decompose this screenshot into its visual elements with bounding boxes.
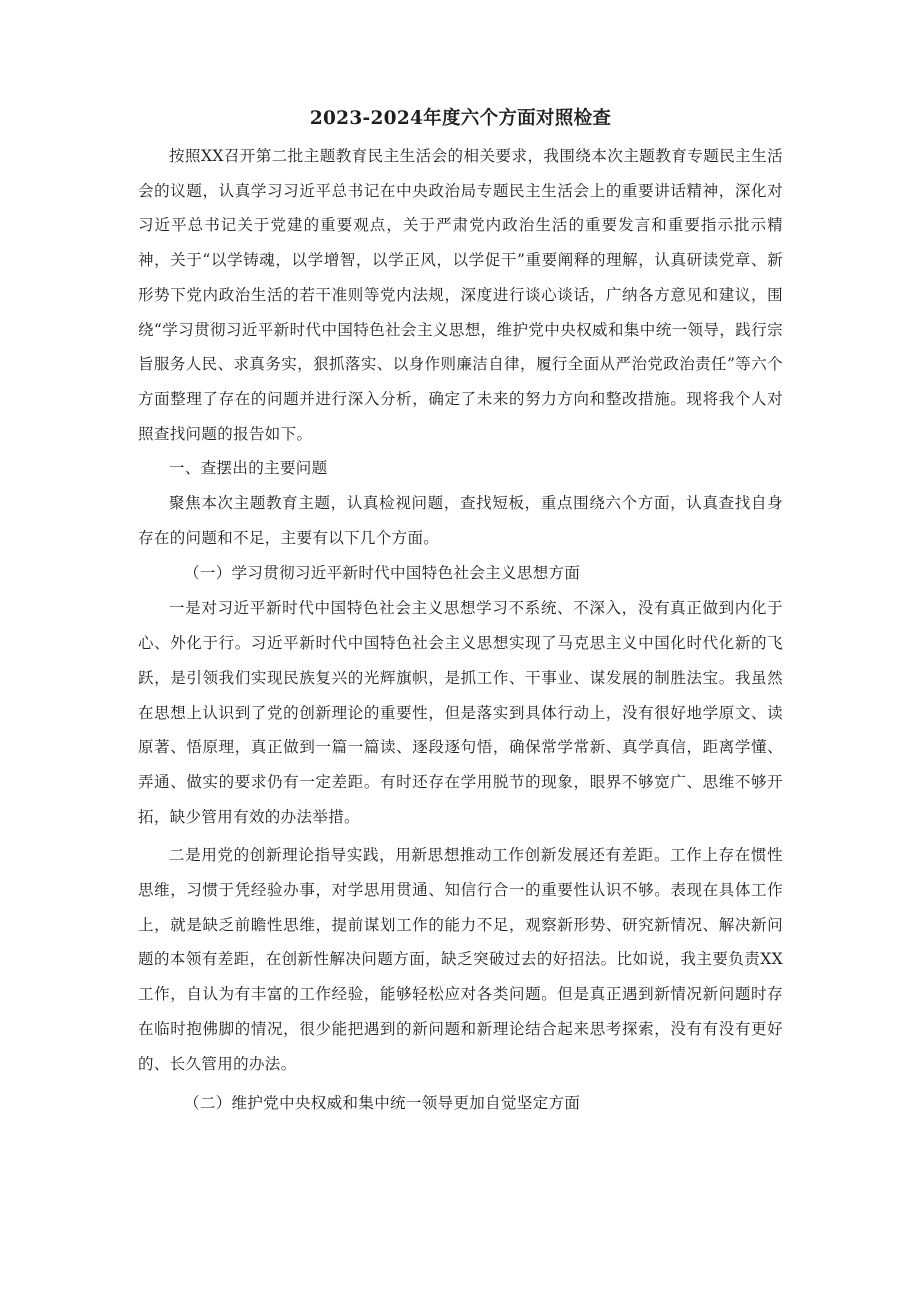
body-paragraph-study-1: 一是对习近平新时代中国特色社会主义思想学习不系统、不深入，没有真正做到内化于心、外化于行。习近平新时代中国特色社会主义思想实现了马克思主义中国化时代化新的飞跃，是引领我们实现民族复兴的光辉旗帜，是抓工作、干事业、谋发展的制胜法宝。我虽然在思想上认识到了党的创新理论的重要性，但是落实到具体行动上，没有很好地学原文、读原著、悟原理，真正做到一篇一篇读、逐段逐句悟，确保常学常新、真学真信，距离学懂、弄通、做实的要求仍有一定差距。有时还存在学用脱节的现象，眼界不够宽广、思维不够开拓，缺少管用有效的办法举措。 bbox=[138, 599, 783, 826]
document-page bbox=[138, 101, 783, 1121]
section-intro-paragraph: 聚焦本次主题教育主题，认真检视问题，查找短板，重点围绕六个方面，认真查找自身存在的问题和不足，主要有以下几个方面。 bbox=[138, 494, 783, 547]
section-heading-problems: 一、查摆出的主要问题 bbox=[169, 459, 328, 478]
document-title: 2023-2024年度六个方面对照检查 bbox=[309, 108, 612, 129]
subsection-heading-study: （一）学习贯彻习近平新时代中国特色社会主义思想方面 bbox=[184, 564, 581, 583]
body-paragraph-study-2: 二是用党的创新理论指导实践，用新思想推动工作创新发展还有差距。工作上存在惯性思维，习惯于凭经验办事，对学思用贯通、知信行合一的重要性认识不够。表现在具体工作上，就是缺乏前瞻性思维，提前谋划工作的能力不足，观察新形势、研究新情况、解决新问题的本领有差距，在创新性解决问题方面，缺乏突破过去的好招法。比如说，我主要负责XX工作，自认为有丰富的工作经验，能够轻松应对各类问题。但是真正遇到新情况新问题时存在临时抱佛脚的情况，很少能把遇到的新问题和新理论结合起来思考探索，没有有没有更好的、长久管用的办法。 bbox=[138, 846, 783, 1073]
subsection-heading-leadership: （二）维护党中央权威和集中统一领导更加自觉坚定方面 bbox=[184, 1094, 581, 1113]
intro-paragraph: 按照XX召开第二批主题教育民主生活会的相关要求，我围绕本次主题教育专题民主生活会的议题，认真学习习近平总书记在中央政治局专题民主生活会上的重要讲话精神，深化对习近平总书记关于党建的重要观点，关于严肃党内政治生活的重要发言和重要指示批示精神，关于“以学铸魂，以学增智，以学正风，以学促干”重要阐释的理解，认真研读党章、新形势下党内政治生活的若干准则等党内法规，深度进行谈心谈话，广纳各方意见和建议，围绕“学习贯彻习近平新时代中国特色社会主义思想，维护党中央权威和集中统一领导，践行宗旨服务人民、求真务实，狠抓落实、以身作则廉洁自律，履行全面从严治党政治责任”等六个方面整理了存在的问题并进行深入分析，确定了未来的努力方向和整改措施。现将我个人对照查找问题的报告如下。 bbox=[138, 147, 783, 443]
